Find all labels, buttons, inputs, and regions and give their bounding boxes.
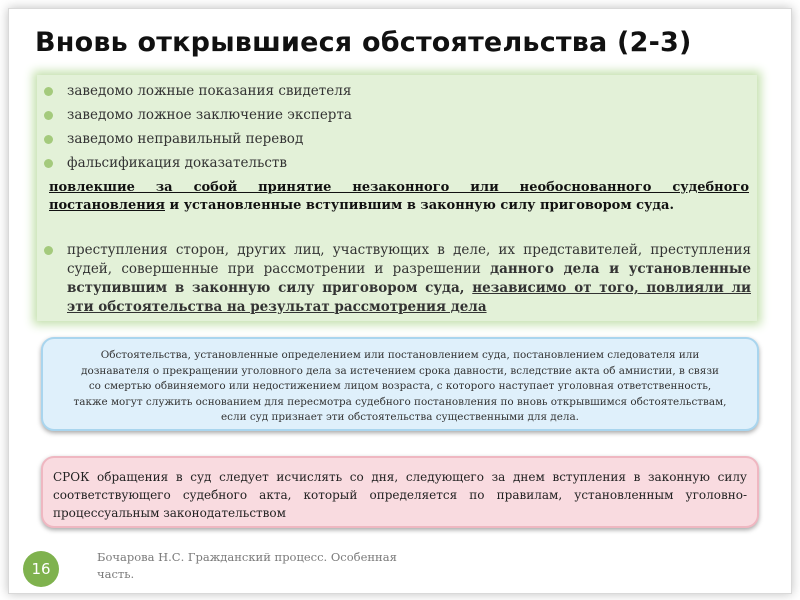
grounds-list (37, 79, 757, 175)
page-number-badge: 16 (23, 551, 59, 587)
consequence-paragraph (49, 179, 749, 215)
bullet-icon (44, 135, 53, 144)
footer-line: часть. (97, 567, 135, 581)
crimes-item (67, 241, 751, 317)
crimes-text: преступления сторон, других лиц, участвующих в деле, их представителей, преступления судей, совершенные при рассмотрении и разрешении (67, 242, 751, 277)
list-item: заведомо ложные показания свидетеля (37, 79, 757, 103)
list-item: фальсификация доказательств (37, 151, 757, 175)
crimes-bold: данного дела и установленные вступившим в законную силу приговором суда, (67, 261, 751, 296)
grounds-box (37, 75, 757, 321)
crimes-underlined: независимо от того, повлияли ли эти обстоятельства на результат рассмотрения дела (67, 280, 751, 315)
bullet-icon (44, 159, 53, 168)
deadline-text: СРОК обращения в суд следует исчислять со дня, следующего за днем вступления в законную силу соответствующего судебного акта, который определяется по правилам, установленным уголовно-процессуальным законодательством (53, 470, 747, 520)
consequence-rest: и установленные вступившим в законную силу приговором суда. (165, 198, 675, 213)
slide (8, 8, 792, 594)
bullet-icon (44, 111, 53, 120)
note-line: дознавателя о прекращении уголовного дела за истечением срока давности, вследствие акта об амнистии, в связи (81, 364, 719, 377)
note-line: Обстоятельства, установленные определением или постановлением суда, постановлением следователя или (100, 349, 700, 361)
footer-line: Бочарова Н.С. Гражданский процесс. Особенная (97, 550, 397, 564)
footer-citation (97, 549, 427, 583)
list-item: заведомо неправильный перевод (37, 127, 757, 151)
consequence-underlined: повлекшие за собой принятие незаконного или необоснованного судебного постановления (49, 180, 749, 213)
list-item: заведомо ложное заключение эксперта (37, 103, 757, 127)
note-line: также могут служить основанием для пересмотра судебного постановления по вновь открывшимся обстоятельствам, (73, 395, 727, 408)
note-line: если суд признает эти обстоятельства существенными для дела. (221, 411, 579, 423)
slide-title: Вновь открывшиеся обстоятельства (2-3) (35, 27, 692, 58)
bullet-icon (44, 87, 53, 96)
deadline-note (41, 456, 759, 528)
bullet-icon (44, 246, 53, 255)
note-line: со смертью обвиняемого или недостижением лицом возраста, с которого наступает уголовная ответственность, (88, 380, 712, 392)
circumstances-note (41, 337, 759, 431)
